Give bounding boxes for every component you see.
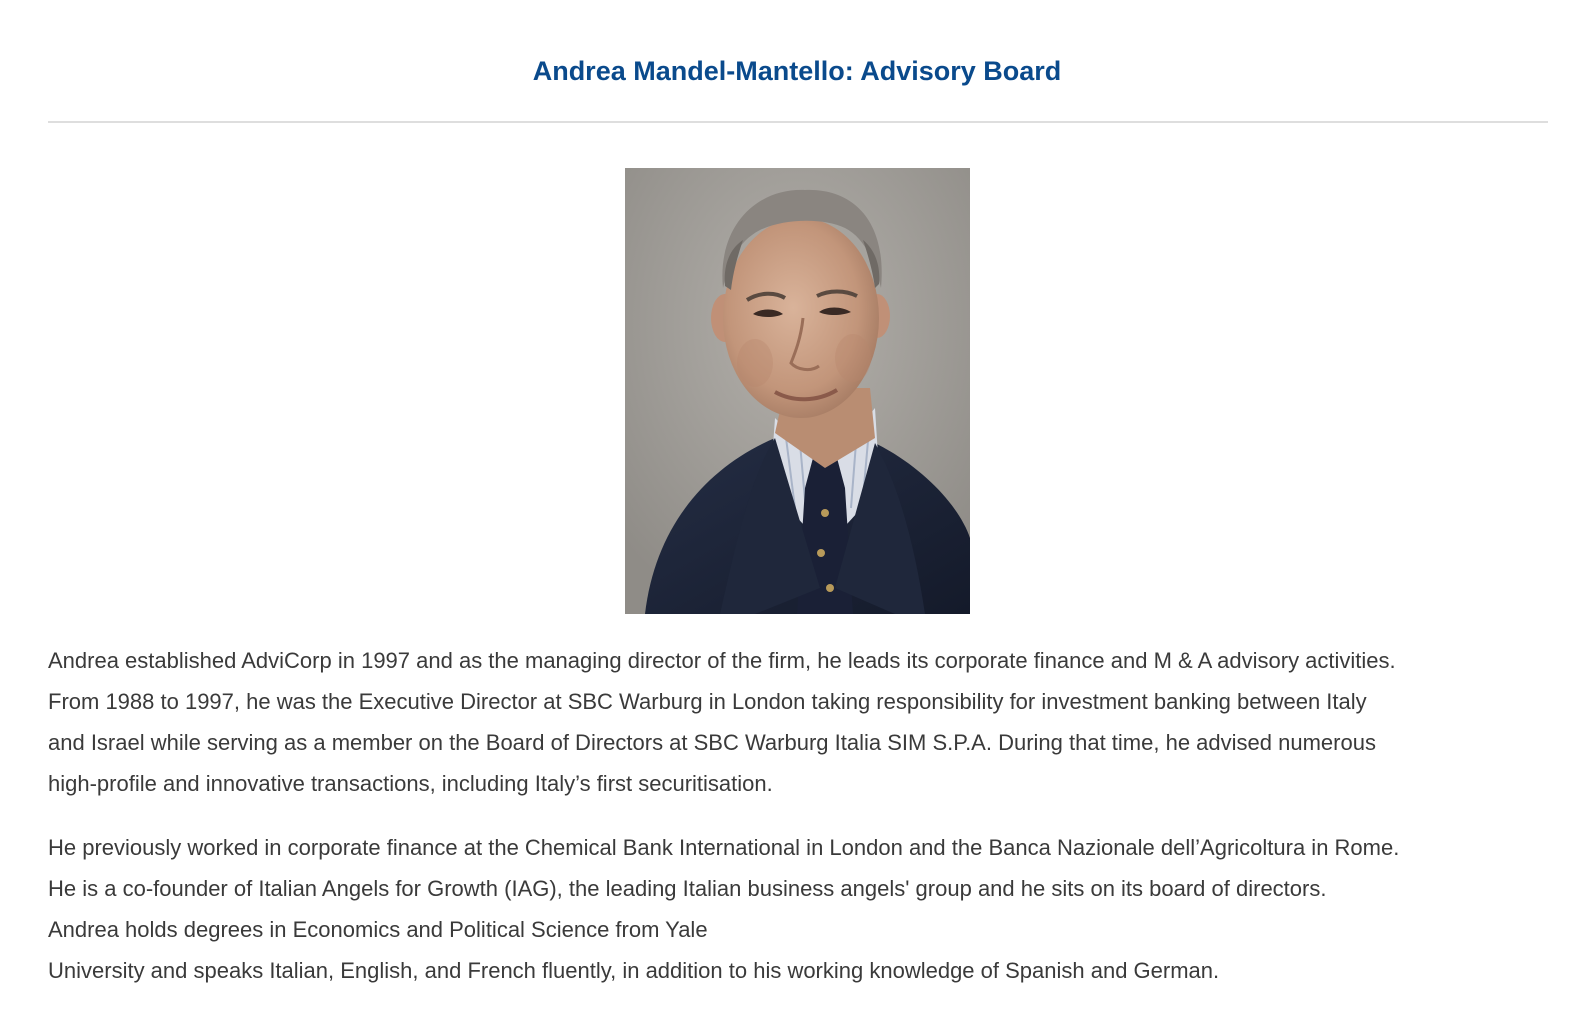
bio-line: Andrea holds degrees in Economics and Political Science from Yale (48, 917, 708, 942)
bio-line: University and speaks Italian, English, and French fluently, in addition to his working knowledge of Spanish and German. (48, 958, 1220, 983)
title-divider (48, 121, 1548, 123)
bio-line: high-profile and innovative transactions, including Italy’s first securitisation. (48, 771, 773, 796)
portrait-image (625, 168, 970, 614)
bio-line: He is a co-founder of Italian Angels for Growth (IAG), the leading Italian business angels' group and he sits on its board of directors. (48, 876, 1327, 901)
bio-line: He previously worked in corporate finance at the Chemical Bank International in London and the Banca Nazionale dell’Agricoltura in Rome. (48, 835, 1400, 860)
bio-line: and Israel while serving as a member on the Board of Directors at SBC Warburg Italia SIM S.P.A. During that time, he advised numerous (48, 730, 1376, 755)
portrait-photo (625, 168, 970, 614)
bio-paragraph-2 (48, 827, 1558, 991)
bio-line: Andrea established AdviCorp in 1997 and as the managing director of the firm, he leads its corporate finance and M & A advisory activities. (48, 648, 1396, 673)
page-title: Andrea Mandel-Mantello: Advisory Board (532, 56, 1062, 86)
bio-line: From 1988 to 1997, he was the Executive Director at SBC Warburg in London taking responsibility for investment banking between Italy (48, 689, 1367, 714)
bio-paragraph-1 (48, 640, 1558, 804)
